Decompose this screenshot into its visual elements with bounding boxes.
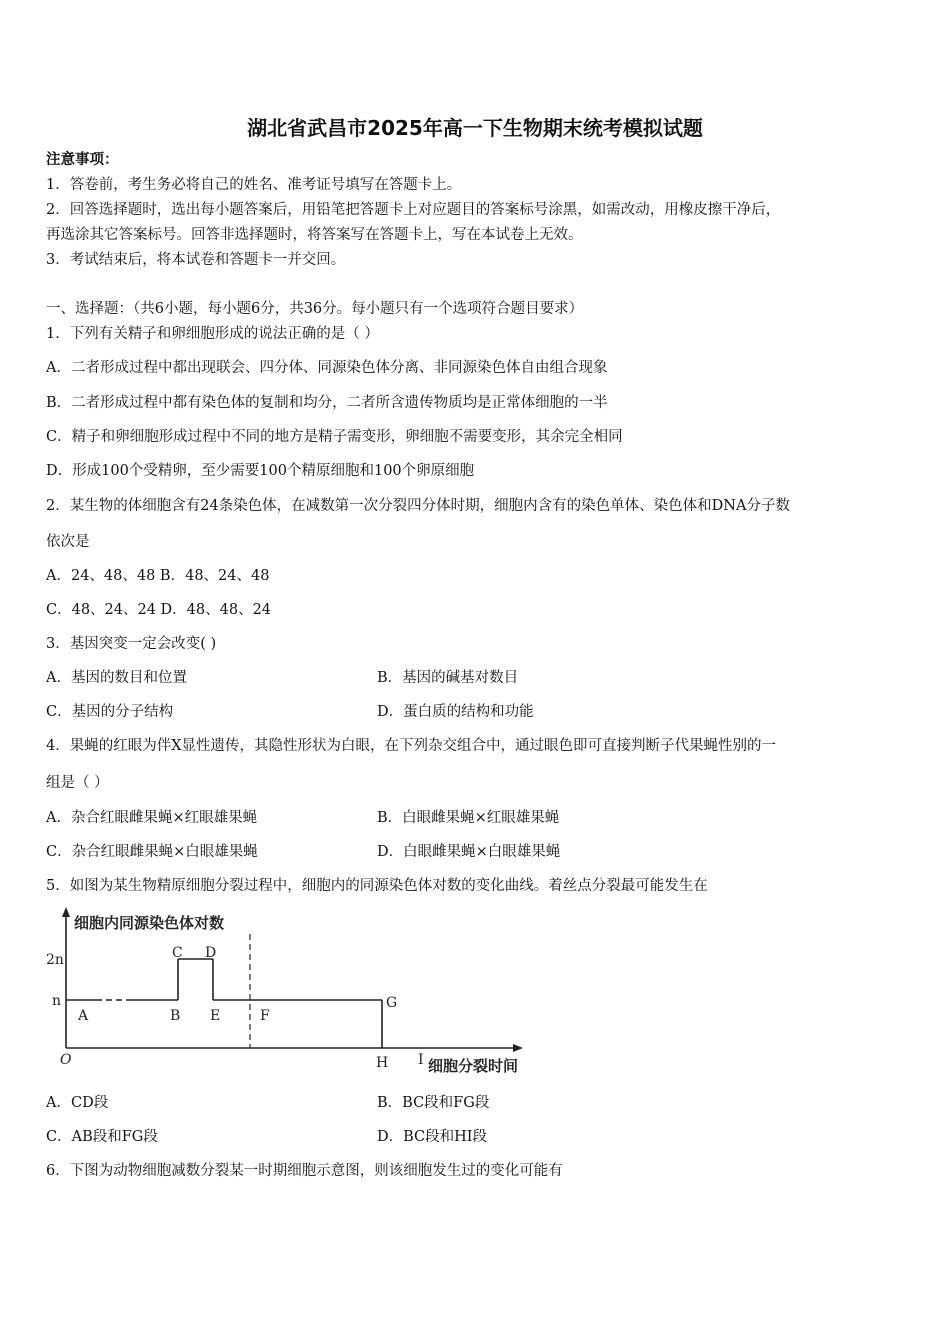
notice-item: 1．答卷前，考生务必将自己的姓名、准考证号填写在答题卡上。 xyxy=(46,177,462,193)
question-3-option-c: C．基因的分子结构 xyxy=(46,704,174,720)
question-4-option-c: C．杂合红眼雌果蝇×白眼雄果蝇 xyxy=(46,844,258,860)
question-1-option-d: D．形成100个受精卵，至少需要100个精原细胞和100个卵原细胞 xyxy=(46,463,475,479)
origin-label: O xyxy=(60,1052,72,1068)
point-label-c: C xyxy=(172,945,183,961)
notice-heading: 注意事项： xyxy=(46,151,119,168)
question-4-option-d: D．白眼雌果蝇×白眼雄果蝇 xyxy=(377,844,561,860)
point-label-e: E xyxy=(210,1008,221,1024)
point-label-a: A xyxy=(78,1008,89,1024)
notice-item: 再选涂其它答案标号。回答非选择题时，将答案写在答题卡上，写在本试卷上无效。 xyxy=(46,227,583,243)
question-4-option-b: B．白眼雌果蝇×红眼雄果蝇 xyxy=(377,810,560,826)
y-axis-arrow xyxy=(62,907,70,917)
question-5-option-c: C．AB段和FG段 xyxy=(46,1129,158,1145)
question-5-option-a: A．CD段 xyxy=(46,1095,109,1111)
point-label-h: H xyxy=(376,1055,389,1071)
point-label-d: D xyxy=(205,945,217,961)
question-3-option-a: A．基因的数目和位置 xyxy=(46,670,187,686)
question-2-options-ab: A．24、48、48 B．48、24、48 xyxy=(46,568,270,584)
question-5-option-b: B．BC段和FG段 xyxy=(377,1095,490,1111)
question-6-stem: 6．下图为动物细胞减数分裂某一时期细胞示意图，则该细胞发生过的变化可能有 xyxy=(46,1163,563,1179)
page-title: 湖北省武昌市2025年高一下生物期末统考模拟试题 xyxy=(247,116,703,140)
question-4-option-a: A．杂合红眼雌果蝇×红眼雄果蝇 xyxy=(46,810,258,826)
question-1-option-b: B．二者形成过程中都有染色体的复制和均分，二者所含遗传物质均是正常体细胞的一半 xyxy=(46,395,608,411)
x-axis-label: 细胞分裂时间 xyxy=(428,1057,519,1075)
point-label-b: B xyxy=(170,1008,181,1024)
question-1-option-a: A．二者形成过程中都出现联会、四分体、同源染色体分离、非同源染色体自由组合现象 xyxy=(46,360,608,376)
question-5-option-d: D．BC段和HI段 xyxy=(377,1129,488,1145)
question-2-stem-cont: 依次是 xyxy=(46,534,90,550)
question-3-option-b: B．基因的碱基对数目 xyxy=(377,670,519,686)
notice-item: 3．考试结束后，将本试卷和答题卡一并交回。 xyxy=(46,252,346,268)
point-label-f: F xyxy=(260,1008,270,1024)
question-2-stem: 2．某生物的体细胞含有24条染色体，在减数第一次分裂四分体时期，细胞内含有的染色单体、染色体和DNA分子数 xyxy=(46,498,790,514)
question-2-options-cd: C．48、24、24 D．48、48、24 xyxy=(46,602,272,618)
point-label-g: G xyxy=(386,995,398,1011)
y-tick-2n: 2n xyxy=(46,952,64,968)
y-axis-label: 细胞内同源染色体对数 xyxy=(74,914,225,932)
x-axis-arrow xyxy=(513,1044,523,1052)
question-5-stem: 5．如图为某生物精原细胞分裂过程中，细胞内的同源染色体对数的变化曲线。着丝点分裂最可能发生在 xyxy=(46,878,708,894)
section-heading: 一、选择题：（共6小题，每小题6分，共36分。每小题只有一个选项符合题目要求） xyxy=(46,301,584,317)
question-4-stem-cont: 组是（ ） xyxy=(46,775,109,791)
question-1-option-c: C．精子和卵细胞形成过程中不同的地方是精子需变形，卵细胞不需要变形，其余完全相同 xyxy=(46,429,623,445)
point-label-i: I xyxy=(418,1052,424,1068)
question-3-stem: 3．基因突变一定会改变( ) xyxy=(46,636,217,652)
question-4-stem: 4．果蝇的红眼为伴X显性遗传，其隐性形状为白眼，在下列杂交组合中，通过眼色即可直接判断子代果蝇性别的一 xyxy=(46,738,777,754)
question-3-option-d: D．蛋白质的结构和功能 xyxy=(377,704,534,720)
curve xyxy=(66,959,382,1048)
notice-item: 2．回答选择题时，选出每小题答案后，用铅笔把答题卡上对应题目的答案标号涂黑，如需改动，用橡皮擦干净后， xyxy=(46,202,781,218)
question-1-stem: 1．下列有关精子和卵细胞形成的说法正确的是（ ） xyxy=(46,326,379,342)
homologous-pairs-chart xyxy=(40,904,540,1084)
y-tick-n: n xyxy=(52,993,62,1009)
